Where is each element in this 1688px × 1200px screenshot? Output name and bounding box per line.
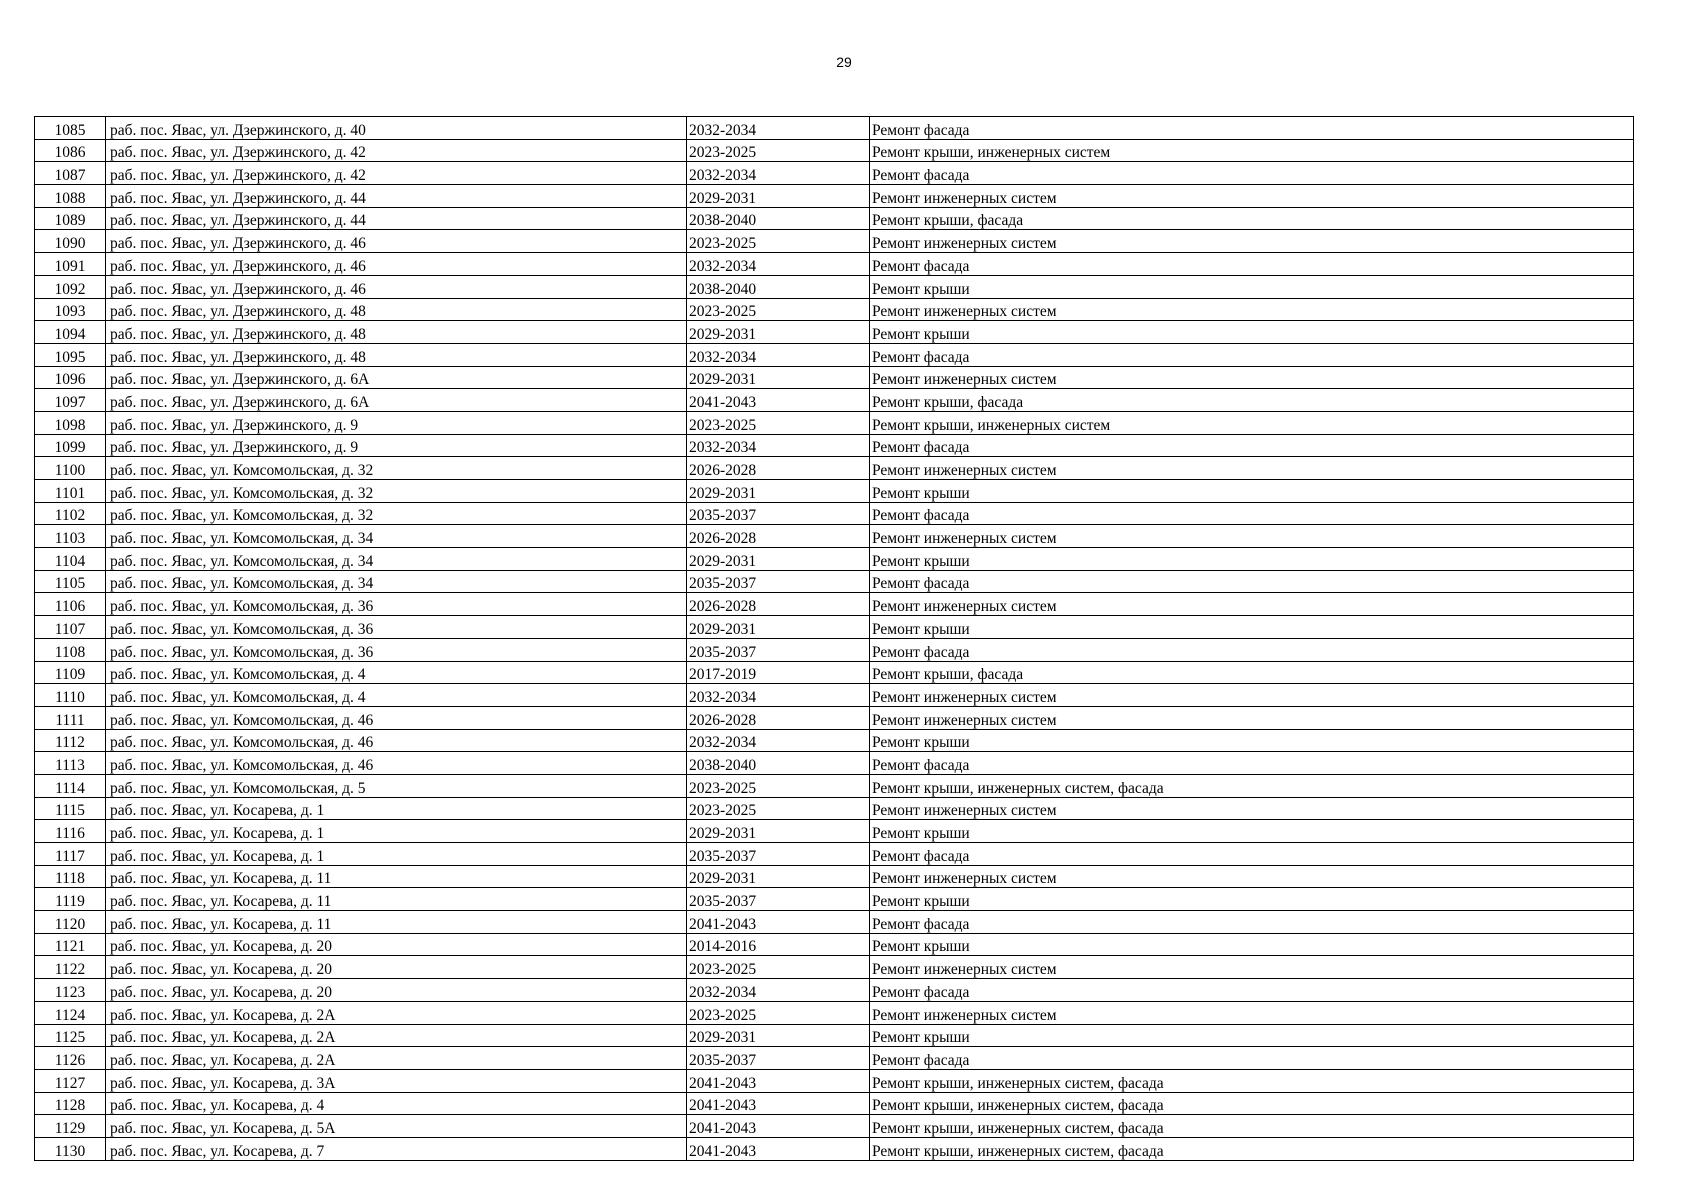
period-cell: 2026-2028 bbox=[687, 457, 870, 480]
period-cell: 2014-2016 bbox=[687, 933, 870, 956]
work-type-cell: Ремонт крыши bbox=[870, 729, 1634, 752]
row-number-cell: 1130 bbox=[35, 1137, 106, 1160]
period-cell: 2029-2031 bbox=[687, 1024, 870, 1047]
address-cell: раб. пос. Явас, ул. Дзержинского, д. 44 bbox=[106, 185, 687, 208]
table-row bbox=[35, 139, 1634, 162]
row-number-cell: 1118 bbox=[35, 865, 106, 888]
period-cell: 2023-2025 bbox=[687, 298, 870, 321]
table-row bbox=[35, 480, 1634, 503]
work-type-cell: Ремонт инженерных систем bbox=[870, 956, 1634, 979]
work-type-cell: Ремонт инженерных систем bbox=[870, 525, 1634, 548]
period-cell: 2029-2031 bbox=[687, 185, 870, 208]
work-type-cell: Ремонт крыши bbox=[870, 321, 1634, 344]
table-row bbox=[35, 1001, 1634, 1024]
work-type-cell: Ремонт крыши, инженерных систем, фасада bbox=[870, 1092, 1634, 1115]
address-cell: раб. пос. Явас, ул. Косарева, д. 2А bbox=[106, 1001, 687, 1024]
address-cell: раб. пос. Явас, ул. Дзержинского, д. 48 bbox=[106, 321, 687, 344]
address-cell: раб. пос. Явас, ул. Косарева, д. 1 bbox=[106, 843, 687, 866]
table-row bbox=[35, 933, 1634, 956]
work-type-cell: Ремонт фасада bbox=[870, 1047, 1634, 1070]
row-number-cell: 1124 bbox=[35, 1001, 106, 1024]
work-type-cell: Ремонт крыши, инженерных систем bbox=[870, 139, 1634, 162]
work-type-cell: Ремонт инженерных систем bbox=[870, 298, 1634, 321]
work-type-cell: Ремонт фасада bbox=[870, 253, 1634, 276]
period-cell: 2041-2043 bbox=[687, 911, 870, 934]
row-number-cell: 1089 bbox=[35, 207, 106, 230]
row-number-cell: 1119 bbox=[35, 888, 106, 911]
row-number-cell: 1101 bbox=[35, 480, 106, 503]
period-cell: 2035-2037 bbox=[687, 638, 870, 661]
period-cell: 2035-2037 bbox=[687, 1047, 870, 1070]
work-type-cell: Ремонт инженерных систем bbox=[870, 865, 1634, 888]
address-cell: раб. пос. Явас, ул. Дзержинского, д. 42 bbox=[106, 162, 687, 185]
address-cell: раб. пос. Явас, ул. Косарева, д. 20 bbox=[106, 956, 687, 979]
table-row bbox=[35, 956, 1634, 979]
row-number-cell: 1092 bbox=[35, 275, 106, 298]
work-type-cell: Ремонт фасада bbox=[870, 502, 1634, 525]
table-row bbox=[35, 865, 1634, 888]
work-type-cell: Ремонт крыши, фасада bbox=[870, 389, 1634, 412]
work-type-cell: Ремонт крыши bbox=[870, 1024, 1634, 1047]
work-type-cell: Ремонт инженерных систем bbox=[870, 593, 1634, 616]
row-number-cell: 1115 bbox=[35, 797, 106, 820]
period-cell: 2041-2043 bbox=[687, 1137, 870, 1160]
work-type-cell: Ремонт фасада bbox=[870, 162, 1634, 185]
period-cell: 2023-2025 bbox=[687, 1001, 870, 1024]
work-type-cell: Ремонт крыши, инженерных систем, фасада bbox=[870, 774, 1634, 797]
address-cell: раб. пос. Явас, ул. Косарева, д. 4 bbox=[106, 1092, 687, 1115]
address-cell: раб. пос. Явас, ул. Дзержинского, д. 40 bbox=[106, 117, 687, 140]
period-cell: 2029-2031 bbox=[687, 366, 870, 389]
table-row bbox=[35, 1024, 1634, 1047]
address-cell: раб. пос. Явас, ул. Дзержинского, д. 46 bbox=[106, 253, 687, 276]
period-cell: 2032-2034 bbox=[687, 729, 870, 752]
table-row bbox=[35, 729, 1634, 752]
period-cell: 2038-2040 bbox=[687, 752, 870, 775]
address-cell: раб. пос. Явас, ул. Косарева, д. 11 bbox=[106, 888, 687, 911]
work-type-cell: Ремонт крыши bbox=[870, 820, 1634, 843]
table-row bbox=[35, 389, 1634, 412]
period-cell: 2041-2043 bbox=[687, 1092, 870, 1115]
address-cell: раб. пос. Явас, ул. Комсомольская, д. 46 bbox=[106, 752, 687, 775]
address-cell: раб. пос. Явас, ул. Дзержинского, д. 42 bbox=[106, 139, 687, 162]
address-cell: раб. пос. Явас, ул. Косарева, д. 11 bbox=[106, 865, 687, 888]
table-row bbox=[35, 820, 1634, 843]
table-row bbox=[35, 616, 1634, 639]
address-cell: раб. пос. Явас, ул. Косарева, д. 7 bbox=[106, 1137, 687, 1160]
period-cell: 2023-2025 bbox=[687, 139, 870, 162]
table-row bbox=[35, 752, 1634, 775]
address-cell: раб. пос. Явас, ул. Дзержинского, д. 48 bbox=[106, 343, 687, 366]
table-row bbox=[35, 1137, 1634, 1160]
address-cell: раб. пос. Явас, ул. Комсомольская, д. 34 bbox=[106, 525, 687, 548]
table-row bbox=[35, 434, 1634, 457]
work-type-cell: Ремонт фасада bbox=[870, 843, 1634, 866]
work-type-cell: Ремонт крыши, инженерных систем, фасада bbox=[870, 1069, 1634, 1092]
work-type-cell: Ремонт крыши bbox=[870, 480, 1634, 503]
address-cell: раб. пос. Явас, ул. Косарева, д. 20 bbox=[106, 933, 687, 956]
table-row bbox=[35, 774, 1634, 797]
period-cell: 2032-2034 bbox=[687, 253, 870, 276]
table-row bbox=[35, 230, 1634, 253]
address-cell: раб. пос. Явас, ул. Комсомольская, д. 36 bbox=[106, 593, 687, 616]
table-row bbox=[35, 1092, 1634, 1115]
table-row bbox=[35, 593, 1634, 616]
work-type-cell: Ремонт фасада bbox=[870, 638, 1634, 661]
period-cell: 2038-2040 bbox=[687, 275, 870, 298]
table-row bbox=[35, 185, 1634, 208]
period-cell: 2041-2043 bbox=[687, 1115, 870, 1138]
period-cell: 2038-2040 bbox=[687, 207, 870, 230]
row-number-cell: 1091 bbox=[35, 253, 106, 276]
table-row bbox=[35, 1047, 1634, 1070]
work-type-cell: Ремонт крыши bbox=[870, 548, 1634, 571]
period-cell: 2029-2031 bbox=[687, 820, 870, 843]
row-number-cell: 1114 bbox=[35, 774, 106, 797]
period-cell: 2029-2031 bbox=[687, 480, 870, 503]
period-cell: 2026-2028 bbox=[687, 593, 870, 616]
address-cell: раб. пос. Явас, ул. Дзержинского, д. 48 bbox=[106, 298, 687, 321]
address-cell: раб. пос. Явас, ул. Дзержинского, д. 9 bbox=[106, 411, 687, 434]
address-cell: раб. пос. Явас, ул. Дзержинского, д. 9 bbox=[106, 434, 687, 457]
work-type-cell: Ремонт крыши, инженерных систем bbox=[870, 411, 1634, 434]
row-number-cell: 1086 bbox=[35, 139, 106, 162]
row-number-cell: 1126 bbox=[35, 1047, 106, 1070]
period-cell: 2023-2025 bbox=[687, 797, 870, 820]
table-row bbox=[35, 843, 1634, 866]
table-row bbox=[35, 911, 1634, 934]
table-row bbox=[35, 343, 1634, 366]
repair-schedule-table bbox=[34, 116, 1634, 1161]
period-cell: 2023-2025 bbox=[687, 411, 870, 434]
address-cell: раб. пос. Явас, ул. Дзержинского, д. 46 bbox=[106, 230, 687, 253]
address-cell: раб. пос. Явас, ул. Дзержинского, д. 6А bbox=[106, 366, 687, 389]
address-cell: раб. пос. Явас, ул. Комсомольская, д. 46 bbox=[106, 729, 687, 752]
row-number-cell: 1122 bbox=[35, 956, 106, 979]
row-number-cell: 1121 bbox=[35, 933, 106, 956]
table-row bbox=[35, 321, 1634, 344]
work-type-cell: Ремонт инженерных систем bbox=[870, 797, 1634, 820]
address-cell: раб. пос. Явас, ул. Комсомольская, д. 34 bbox=[106, 570, 687, 593]
work-type-cell: Ремонт инженерных систем bbox=[870, 706, 1634, 729]
page-number: 29 bbox=[836, 54, 852, 70]
address-cell: раб. пос. Явас, ул. Комсомольская, д. 32 bbox=[106, 480, 687, 503]
address-cell: раб. пос. Явас, ул. Комсомольская, д. 32 bbox=[106, 502, 687, 525]
row-number-cell: 1127 bbox=[35, 1069, 106, 1092]
row-number-cell: 1096 bbox=[35, 366, 106, 389]
row-number-cell: 1113 bbox=[35, 752, 106, 775]
address-cell: раб. пос. Явас, ул. Комсомольская, д. 46 bbox=[106, 706, 687, 729]
address-cell: раб. пос. Явас, ул. Комсомольская, д. 4 bbox=[106, 661, 687, 684]
work-type-cell: Ремонт инженерных систем bbox=[870, 185, 1634, 208]
period-cell: 2017-2019 bbox=[687, 661, 870, 684]
table-row bbox=[35, 411, 1634, 434]
address-cell: раб. пос. Явас, ул. Комсомольская, д. 5 bbox=[106, 774, 687, 797]
work-type-cell: Ремонт крыши bbox=[870, 888, 1634, 911]
row-number-cell: 1107 bbox=[35, 616, 106, 639]
row-number-cell: 1085 bbox=[35, 117, 106, 140]
work-type-cell: Ремонт фасада bbox=[870, 752, 1634, 775]
row-number-cell: 1103 bbox=[35, 525, 106, 548]
work-type-cell: Ремонт фасада bbox=[870, 343, 1634, 366]
period-cell: 2035-2037 bbox=[687, 502, 870, 525]
address-cell: раб. пос. Явас, ул. Косарева, д. 5А bbox=[106, 1115, 687, 1138]
row-number-cell: 1111 bbox=[35, 706, 106, 729]
address-cell: раб. пос. Явас, ул. Комсомольская, д. 36 bbox=[106, 638, 687, 661]
period-cell: 2023-2025 bbox=[687, 956, 870, 979]
table-row bbox=[35, 797, 1634, 820]
row-number-cell: 1123 bbox=[35, 979, 106, 1002]
address-cell: раб. пос. Явас, ул. Косарева, д. 2А bbox=[106, 1024, 687, 1047]
row-number-cell: 1104 bbox=[35, 548, 106, 571]
table-row bbox=[35, 638, 1634, 661]
table-row bbox=[35, 502, 1634, 525]
table-row bbox=[35, 1115, 1634, 1138]
work-type-cell: Ремонт фасада bbox=[870, 911, 1634, 934]
row-number-cell: 1094 bbox=[35, 321, 106, 344]
period-cell: 2041-2043 bbox=[687, 1069, 870, 1092]
table-row bbox=[35, 661, 1634, 684]
table-row bbox=[35, 570, 1634, 593]
row-number-cell: 1095 bbox=[35, 343, 106, 366]
work-type-cell: Ремонт крыши, фасада bbox=[870, 661, 1634, 684]
row-number-cell: 1117 bbox=[35, 843, 106, 866]
period-cell: 2023-2025 bbox=[687, 774, 870, 797]
address-cell: раб. пос. Явас, ул. Комсомольская, д. 34 bbox=[106, 548, 687, 571]
work-type-cell: Ремонт инженерных систем bbox=[870, 684, 1634, 707]
period-cell: 2032-2034 bbox=[687, 117, 870, 140]
period-cell: 2023-2025 bbox=[687, 230, 870, 253]
table-row bbox=[35, 457, 1634, 480]
work-type-cell: Ремонт крыши, инженерных систем, фасада bbox=[870, 1137, 1634, 1160]
row-number-cell: 1100 bbox=[35, 457, 106, 480]
row-number-cell: 1097 bbox=[35, 389, 106, 412]
row-number-cell: 1112 bbox=[35, 729, 106, 752]
work-type-cell: Ремонт крыши bbox=[870, 275, 1634, 298]
period-cell: 2032-2034 bbox=[687, 434, 870, 457]
work-type-cell: Ремонт инженерных систем bbox=[870, 1001, 1634, 1024]
work-type-cell: Ремонт крыши, фасада bbox=[870, 207, 1634, 230]
address-cell: раб. пос. Явас, ул. Косарева, д. 11 bbox=[106, 911, 687, 934]
row-number-cell: 1102 bbox=[35, 502, 106, 525]
period-cell: 2032-2034 bbox=[687, 343, 870, 366]
work-type-cell: Ремонт инженерных систем bbox=[870, 230, 1634, 253]
period-cell: 2026-2028 bbox=[687, 706, 870, 729]
address-cell: раб. пос. Явас, ул. Косарева, д. 2А bbox=[106, 1047, 687, 1070]
table-row bbox=[35, 298, 1634, 321]
period-cell: 2029-2031 bbox=[687, 616, 870, 639]
row-number-cell: 1098 bbox=[35, 411, 106, 434]
address-cell: раб. пос. Явас, ул. Дзержинского, д. 44 bbox=[106, 207, 687, 230]
table-row bbox=[35, 684, 1634, 707]
row-number-cell: 1120 bbox=[35, 911, 106, 934]
address-cell: раб. пос. Явас, ул. Комсомольская, д. 32 bbox=[106, 457, 687, 480]
row-number-cell: 1116 bbox=[35, 820, 106, 843]
table-row bbox=[35, 525, 1634, 548]
table-row bbox=[35, 888, 1634, 911]
row-number-cell: 1093 bbox=[35, 298, 106, 321]
table-row bbox=[35, 162, 1634, 185]
period-cell: 2029-2031 bbox=[687, 321, 870, 344]
work-type-cell: Ремонт фасада bbox=[870, 434, 1634, 457]
row-number-cell: 1128 bbox=[35, 1092, 106, 1115]
address-cell: раб. пос. Явас, ул. Комсомольская, д. 36 bbox=[106, 616, 687, 639]
address-cell: раб. пос. Явас, ул. Косарева, д. 20 bbox=[106, 979, 687, 1002]
table-row bbox=[35, 1069, 1634, 1092]
table-row bbox=[35, 117, 1634, 140]
work-type-cell: Ремонт крыши bbox=[870, 933, 1634, 956]
row-number-cell: 1125 bbox=[35, 1024, 106, 1047]
work-type-cell: Ремонт крыши bbox=[870, 616, 1634, 639]
row-number-cell: 1108 bbox=[35, 638, 106, 661]
table-row bbox=[35, 548, 1634, 571]
row-number-cell: 1087 bbox=[35, 162, 106, 185]
table-row bbox=[35, 207, 1634, 230]
row-number-cell: 1110 bbox=[35, 684, 106, 707]
row-number-cell: 1099 bbox=[35, 434, 106, 457]
work-type-cell: Ремонт крыши, инженерных систем, фасада bbox=[870, 1115, 1634, 1138]
address-cell: раб. пос. Явас, ул. Косарева, д. 1 bbox=[106, 820, 687, 843]
work-type-cell: Ремонт фасада bbox=[870, 979, 1634, 1002]
table-row bbox=[35, 706, 1634, 729]
row-number-cell: 1129 bbox=[35, 1115, 106, 1138]
table-row bbox=[35, 979, 1634, 1002]
work-type-cell: Ремонт фасада bbox=[870, 570, 1634, 593]
period-cell: 2032-2034 bbox=[687, 684, 870, 707]
period-cell: 2032-2034 bbox=[687, 162, 870, 185]
row-number-cell: 1090 bbox=[35, 230, 106, 253]
work-type-cell: Ремонт фасада bbox=[870, 117, 1634, 140]
row-number-cell: 1109 bbox=[35, 661, 106, 684]
row-number-cell: 1106 bbox=[35, 593, 106, 616]
address-cell: раб. пос. Явас, ул. Комсомольская, д. 4 bbox=[106, 684, 687, 707]
address-cell: раб. пос. Явас, ул. Дзержинского, д. 46 bbox=[106, 275, 687, 298]
table-body bbox=[35, 117, 1634, 1161]
address-cell: раб. пос. Явас, ул. Косарева, д. 3А bbox=[106, 1069, 687, 1092]
period-cell: 2041-2043 bbox=[687, 389, 870, 412]
period-cell: 2035-2037 bbox=[687, 843, 870, 866]
address-cell: раб. пос. Явас, ул. Косарева, д. 1 bbox=[106, 797, 687, 820]
period-cell: 2035-2037 bbox=[687, 888, 870, 911]
period-cell: 2035-2037 bbox=[687, 570, 870, 593]
period-cell: 2029-2031 bbox=[687, 548, 870, 571]
period-cell: 2032-2034 bbox=[687, 979, 870, 1002]
period-cell: 2026-2028 bbox=[687, 525, 870, 548]
table-row bbox=[35, 275, 1634, 298]
row-number-cell: 1105 bbox=[35, 570, 106, 593]
period-cell: 2029-2031 bbox=[687, 865, 870, 888]
row-number-cell: 1088 bbox=[35, 185, 106, 208]
address-cell: раб. пос. Явас, ул. Дзержинского, д. 6А bbox=[106, 389, 687, 412]
table-row bbox=[35, 253, 1634, 276]
table-row bbox=[35, 366, 1634, 389]
work-type-cell: Ремонт инженерных систем bbox=[870, 457, 1634, 480]
work-type-cell: Ремонт инженерных систем bbox=[870, 366, 1634, 389]
